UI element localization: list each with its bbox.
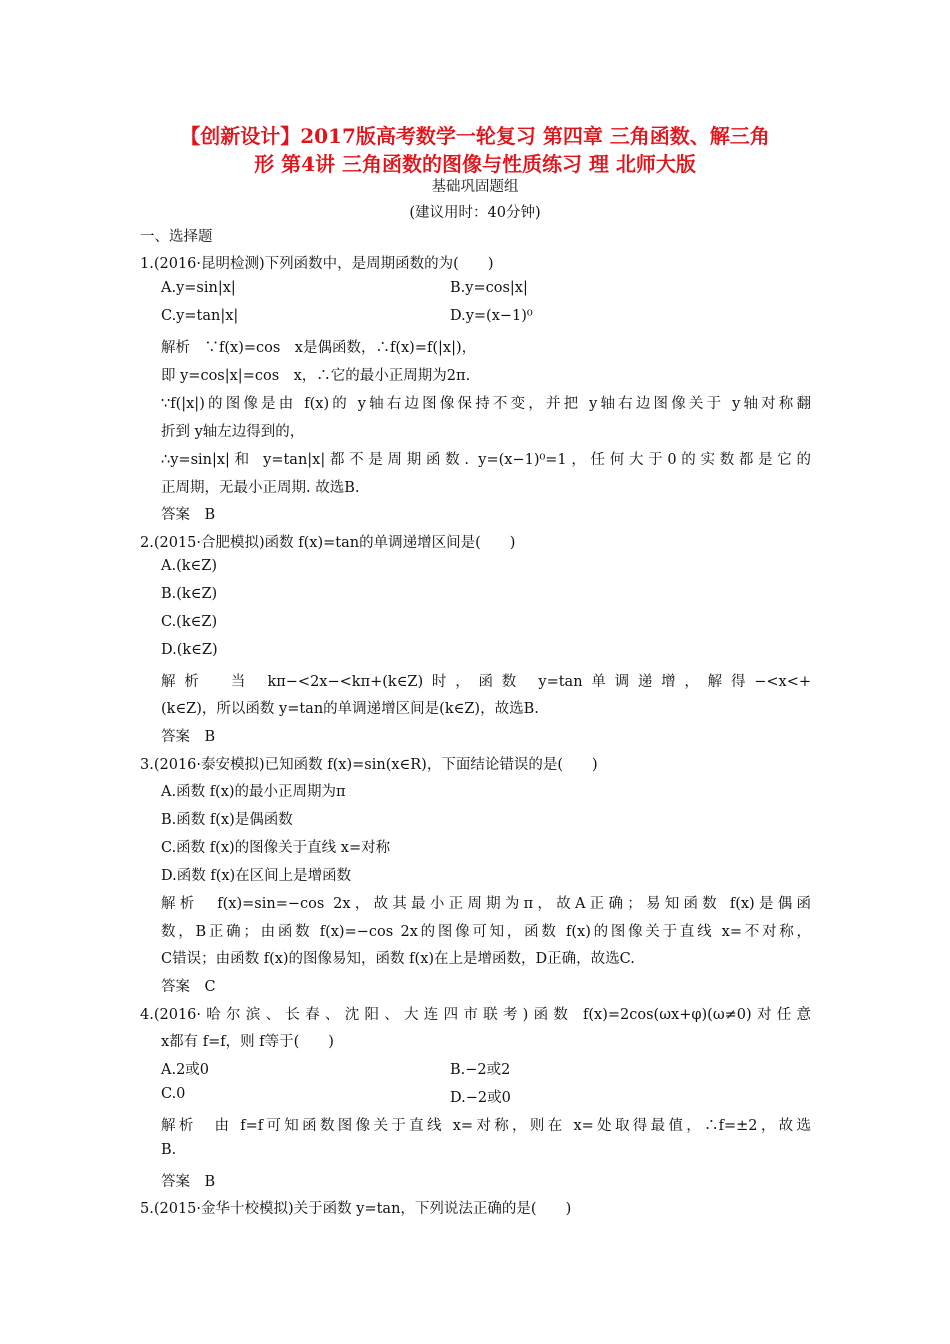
q1-option-a: A.y=sin|x| xyxy=(161,280,236,296)
q4-option-c: C.0 xyxy=(161,1086,186,1102)
q3-analysis-line: 数，B正确；由函数 f(x)=−cos 2x的图像可知，函数 f(x)的图像关于直线 x=不对称， xyxy=(161,924,811,940)
q1-answer: 答案 B xyxy=(161,507,216,523)
q1-option-c: C.y=tan|x| xyxy=(161,308,239,324)
q4-answer: 答案 B xyxy=(161,1174,216,1190)
q2-analysis-line: 解析 当 kπ−<2x−<kπ+(k∈Z)时，函数 y=tan单调递增，解得−<x<+ xyxy=(161,674,811,690)
q1-analysis-line: ∴y=sin|x|和 y=tan|x|都不是周期函数. y=(x−1)⁰=1，任何大于0的实数都是它的 xyxy=(161,452,811,468)
q2-analysis-line: (k∈Z)，所以函数 y=tan的单调递增区间是(k∈Z)，故选B. xyxy=(161,701,539,717)
q1-analysis-line: 折到 y轴左边得到的， xyxy=(161,424,305,440)
q4-analysis-line: 解析 由 f=f可知函数图像关于直线 x=对称，则在 x=处取得最值，∴f=±2，故选 xyxy=(161,1118,811,1134)
q2-option-d: D.(k∈Z) xyxy=(161,642,218,658)
q2-option-b: B.(k∈Z) xyxy=(161,586,218,602)
q4-stem-line-2: x都有 f=f，则 f等于( ) xyxy=(161,1034,334,1050)
q1-analysis-line: 即 y=cos|x|=cos x，∴它的最小正周期为2π. xyxy=(161,368,471,384)
q1-option-b: B.y=cos|x| xyxy=(450,280,528,296)
q1-stem: 1.(2016·昆明检测)下列函数中，是周期函数的为( ) xyxy=(140,256,494,272)
q3-analysis-line: C错误；由函数 f(x)的图像易知，函数 f(x)在上是增函数，D正确，故选C. xyxy=(161,951,635,967)
q4-option-b: B.−2或2 xyxy=(450,1062,511,1078)
q5-stem: 5.(2015·金华十校模拟)关于函数 y=tan，下列说法正确的是( ) xyxy=(140,1201,572,1217)
q1-analysis-line: 正周期，无最小正周期. 故选B. xyxy=(161,480,360,496)
group-label: 基础巩固题组 xyxy=(431,179,519,195)
q1-analysis-line: ∵f(|x|)的图像是由 f(x)的 y轴右边图像保持不变，并把 y轴右边图像关于 y轴对称翻 xyxy=(161,396,811,412)
q2-option-c: C.(k∈Z) xyxy=(161,614,218,630)
q3-answer: 答案 C xyxy=(161,979,216,995)
q1-option-d: D.y=(x−1)⁰ xyxy=(450,308,533,324)
suggested-time: (建议用时：40分钟) xyxy=(409,205,541,221)
q2-stem: 2.(2015·合肥模拟)函数 f(x)=tan的单调递增区间是( ) xyxy=(140,535,516,551)
q4-option-a: A.2或0 xyxy=(161,1062,210,1078)
section-heading: 一、选择题 xyxy=(140,229,213,245)
q3-analysis-line: 解析 f(x)=sin=−cos 2x，故其最小正周期为π，故A正确；易知函数 f(x)是偶函 xyxy=(161,896,811,912)
q3-option-b: B.函数 f(x)是偶函数 xyxy=(161,812,293,828)
q4-option-d: D.−2或0 xyxy=(450,1090,511,1106)
q3-stem: 3.(2016·泰安模拟)已知函数 f(x)=sin(x∈R)，下面结论错误的是( ) xyxy=(140,757,598,773)
title-line-2: 形 第4讲 三角函数的图像与性质练习 理 北师大版 xyxy=(254,152,696,176)
q3-option-d: D.函数 f(x)在区间上是增函数 xyxy=(161,868,352,884)
q4-analysis-line: B. xyxy=(161,1142,177,1158)
q4-stem-line-1: 4.(2016·哈尔滨、长春、沈阳、大连四市联考)函数 f(x)=2cos(ωx+φ)(ω≠0)对任意 xyxy=(140,1007,811,1023)
q2-answer: 答案 B xyxy=(161,729,216,745)
title-line-1: 【创新设计】2017版高考数学一轮复习 第四章 三角函数、解三角 xyxy=(180,124,770,148)
q3-option-c: C.函数 f(x)的图像关于直线 x=对称 xyxy=(161,840,391,856)
q2-option-a: A.(k∈Z) xyxy=(161,558,217,574)
q3-option-a: A.函数 f(x)的最小正周期为π xyxy=(161,784,346,800)
q1-analysis-line: 解析 ∵f(x)=cos x是偶函数，∴f(x)=f(|x|)， xyxy=(161,340,477,356)
document-title xyxy=(120,122,830,178)
